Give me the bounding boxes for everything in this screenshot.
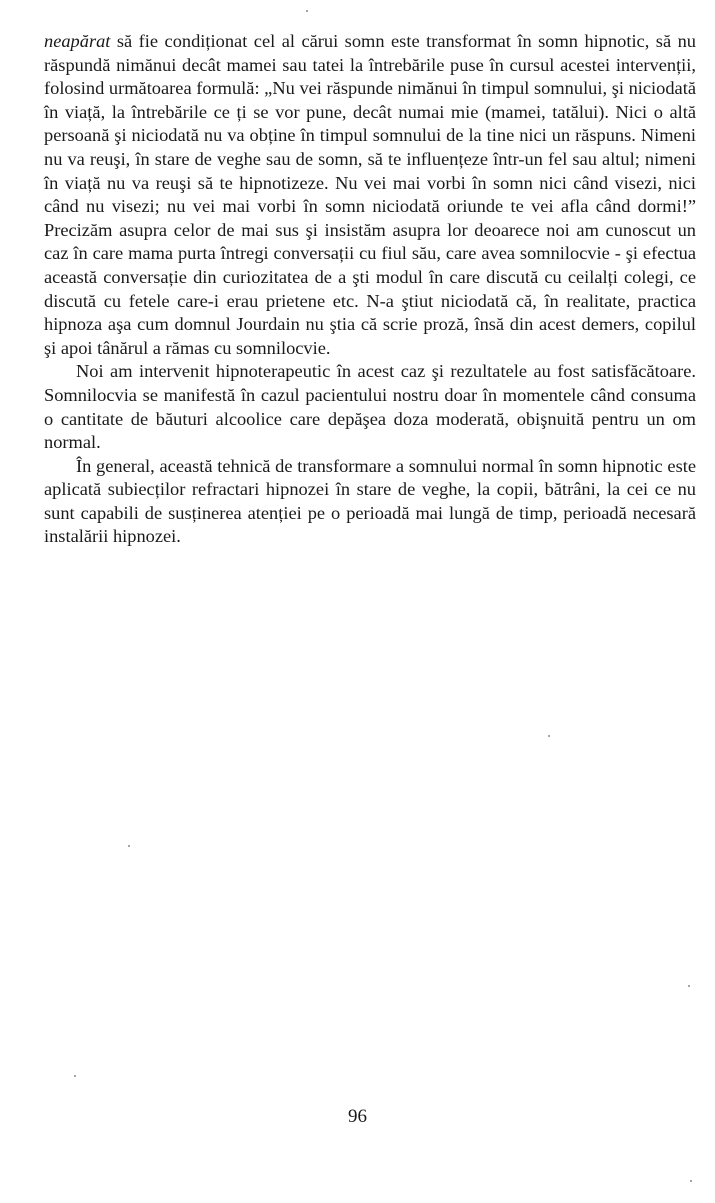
scan-speck	[548, 735, 550, 737]
scan-speck	[688, 985, 690, 987]
paragraph-1-text: să fie condiționat cel al cărui somn este transformat în somn hipnotic, să nu răspundă nimănui decât mamei sau tatei la întrebările puse în cursul acestei intervenții, folosind următoarea formulă: „Nu vei răspunde nimănui în timpul somnului, şi niciodată în viață, la întrebările ce ți se vor pune, decât numai mie (mamei, tatălui). Nici o altă persoană şi niciodată nu va obține în timpul somnului de la tine nici un răspuns. Nimeni nu va reuşi, în stare de veghe sau de somn, să te influențeze într-un fel sau altul; nimeni în viață nu va reuşi să te hipnotizeze. Nu vei mai vorbi în somn nici când visezi, nici când nu visezi; nu vei mai vorbi în somn niciodată oriunde te vei afla când dormi!” Precizăm asupra celor de mai sus şi insistăm asupra lor deoarece noi am cunoscut un caz în care mama purta întregi conversații cu fiul său, care avea somnilocvie - şi efectua această conversație din curiozitatea de a şti modul în care discută cu ceilalți colegi, ce discută cu fetele care-i erau prietene etc. N-a ştiut niciodată că, în realitate, practica hipnoza aşa cum domnul Jourdain nu ştia că scrie proză, însă din acest demers, copilul şi apoi tânărul a rămas cu somnilocvie.	[44, 31, 696, 358]
page-number: 96	[348, 1106, 367, 1127]
scan-speck	[306, 10, 308, 12]
paragraph-1-lead-italic: neapărat	[44, 31, 111, 51]
scan-speck	[128, 845, 130, 847]
scan-speck	[74, 1075, 76, 1077]
paragraph-1	[44, 30, 696, 360]
paragraph-3: În general, această tehnică de transformare a somnului normal în somn hipnotic este aplicată subiecților refractari hipnozei în stare de veghe, la copii, bătrâni, la cei ce nu sunt capabili de susținerea atenției pe o perioadă mai lungă de timp, perioadă necesară instalării hipnozei.	[44, 455, 696, 547]
scan-speck	[690, 1180, 692, 1182]
paragraph-2: Noi am intervenit hipnoterapeutic în acest caz şi rezultatele au fost satisfăcătoare. Somnilocvia se manifestă în cazul pacientului nostru doar în momentele când consuma o cantitate de băuturi alcoolice care depăşea doza moderată, obişnuită pentru un om normal.	[44, 361, 696, 453]
page-body	[44, 30, 696, 549]
